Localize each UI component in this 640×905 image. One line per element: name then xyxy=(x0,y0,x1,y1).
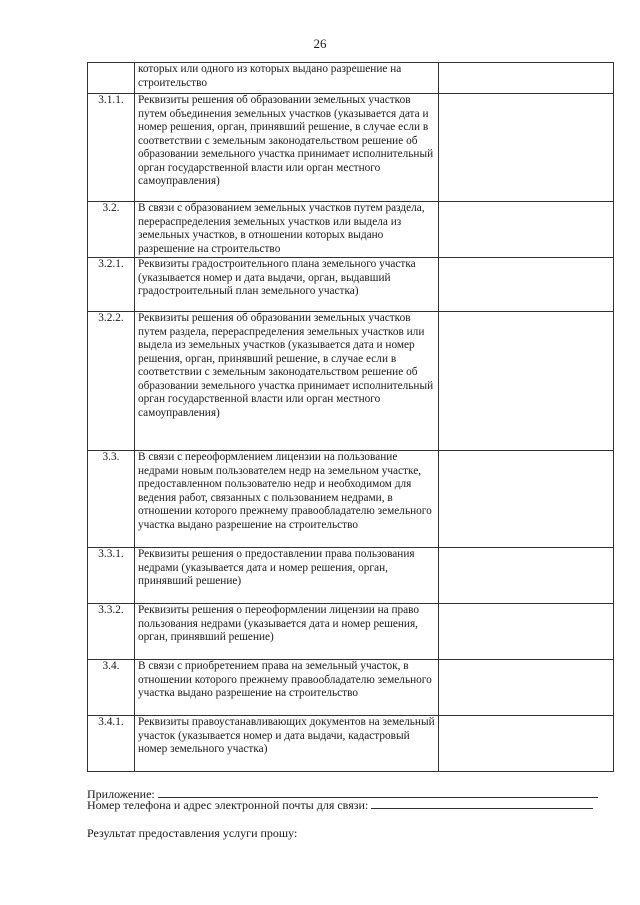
row-value-field[interactable] xyxy=(439,63,614,94)
contact-line xyxy=(87,797,614,812)
phone-email-label: Номер телефона и адрес электронной почты для связи: xyxy=(87,798,369,812)
result-line xyxy=(87,826,614,840)
table-row xyxy=(88,258,614,312)
form-table xyxy=(87,62,614,772)
table-row xyxy=(88,451,614,548)
table-row xyxy=(88,604,614,660)
row-number: 3.2.2. xyxy=(88,312,135,451)
row-value-field[interactable] xyxy=(439,716,614,772)
row-value-field[interactable] xyxy=(439,451,614,548)
row-value-field[interactable] xyxy=(439,548,614,604)
row-description: В связи с образованием земельных участков путем раздела, перераспределения земельных участков или выдела из земельных участков, в отношении которых выдано разрешение на строительство xyxy=(135,202,439,258)
row-number: 3.3. xyxy=(88,451,135,548)
row-description: Реквизиты градостроительного плана земельного участка (указывается номер и дата выдачи, орган, выдавший градостроительный план земельного участка) xyxy=(135,258,439,312)
row-value-field[interactable] xyxy=(439,258,614,312)
appendix-label: Приложение: xyxy=(87,787,155,801)
row-description: В связи с переоформлением лицензии на пользование недрами новым пользователем недр на земельном участке, предоставленном пользователю недр и необходимом для ведения работ, связанных с пользованием недрами, в отношении которого прежнему правообладателю земельного участка выдано разрешение на строительство xyxy=(135,451,439,548)
table-row xyxy=(88,63,614,94)
row-value-field[interactable] xyxy=(439,202,614,258)
row-number: 3.4. xyxy=(88,660,135,716)
page-number: 26 xyxy=(313,36,327,51)
row-description: которых или одного из которых выдано разрешение на строительство xyxy=(135,63,439,94)
row-value-field[interactable] xyxy=(439,312,614,451)
table-row xyxy=(88,312,614,451)
row-description: Реквизиты решения об образовании земельных участков путем объединения земельных участков (указывается дата и номер решения, орган, принявший решение, в случае если в соответствии с земельным законодательством решение об образовании земельного участка принимает исполнительный орган государственной власти или орган местного самоуправления) xyxy=(135,94,439,202)
row-description: Реквизиты правоустанавливающих документов на земельный участок (указывается номер и дата выдачи, кадастровый номер земельного участка) xyxy=(135,716,439,772)
row-number: 3.2.1. xyxy=(88,258,135,312)
row-description: Реквизиты решения об образовании земельных участков путем раздела, перераспределения земельных участков или выдела из земельных участков (указывается дата и номер решения, орган, принявший решение, в случае если в соответствии с земельным законодательством решение об образовании земельного участка принимает исполнительный орган государственной власти или орган местного самоуправления) xyxy=(135,312,439,451)
phone-email-input-line[interactable] xyxy=(371,797,593,809)
table-row xyxy=(88,202,614,258)
row-number: 3.4.1. xyxy=(88,716,135,772)
row-number xyxy=(88,63,135,94)
table-row xyxy=(88,660,614,716)
row-value-field[interactable] xyxy=(439,94,614,202)
row-number: 3.2. xyxy=(88,202,135,258)
result-label: Результат предоставления услуги прошу: xyxy=(87,826,298,840)
row-value-field[interactable] xyxy=(439,604,614,660)
row-value-field[interactable] xyxy=(439,660,614,716)
row-description: В связи с приобретением права на земельный участок, в отношении которого прежнему правообладателю земельного участка выдано разрешение на строительство xyxy=(135,660,439,716)
row-description: Реквизиты решения о предоставлении права пользования недрами (указывается дата и номер решения, орган, принявший решение) xyxy=(135,548,439,604)
table-row xyxy=(88,716,614,772)
row-description: Реквизиты решения о переоформлении лицензии на право пользования недрами (указывается дата и номер решения, орган, принявший решение) xyxy=(135,604,439,660)
table-row xyxy=(88,94,614,202)
row-number: 3.3.2. xyxy=(88,604,135,660)
row-number: 3.3.1. xyxy=(88,548,135,604)
row-number: 3.1.1. xyxy=(88,94,135,202)
table-row xyxy=(88,548,614,604)
